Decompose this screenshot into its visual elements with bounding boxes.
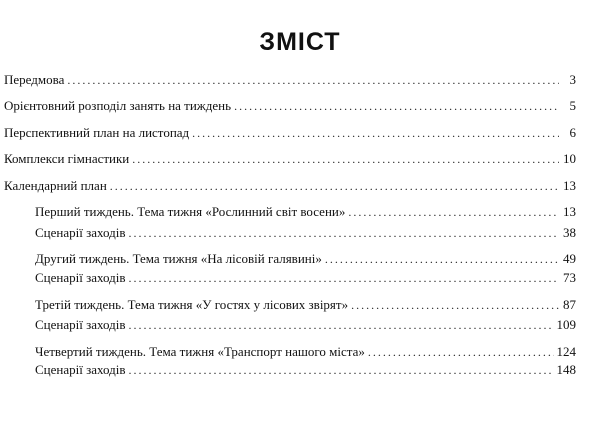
dot-leader xyxy=(110,177,559,195)
toc-entry-page: 38 xyxy=(563,225,576,240)
toc-entry-label: Орієнтовний розподіл занять на тиждень xyxy=(4,98,232,113)
toc-entry-week-3[interactable] xyxy=(35,296,576,314)
dot-leader xyxy=(132,150,559,168)
toc-entry-page: 109 xyxy=(556,317,576,332)
dot-leader xyxy=(234,97,559,115)
dot-leader xyxy=(129,269,560,287)
toc-entry-week-3-scenarios[interactable] xyxy=(35,316,576,334)
dot-leader xyxy=(67,71,559,89)
toc-entry-label: Передмова xyxy=(4,72,65,87)
toc-entry-page: 148 xyxy=(556,362,576,377)
toc-entry-page: 3 xyxy=(569,72,576,87)
toc-entry-page: 10 xyxy=(563,151,576,166)
toc-entry-label: Сценарії заходів xyxy=(35,362,126,377)
toc-entry-week-2-scenarios[interactable] xyxy=(35,269,576,287)
toc-entry-week-1[interactable] xyxy=(35,203,576,221)
toc-entry-label: Календарний план xyxy=(4,178,107,193)
toc-entry-page: 13 xyxy=(563,178,576,193)
dot-leader xyxy=(325,250,559,268)
toc-entry-week-1-scenarios[interactable] xyxy=(35,224,576,242)
dot-leader xyxy=(348,203,559,221)
toc-entry-label: Сценарії заходів xyxy=(35,317,126,332)
dot-leader xyxy=(192,124,559,142)
toc-entry-label: Перспективний план на листопад xyxy=(4,125,190,140)
toc-entry-label: Сценарії заходів xyxy=(35,225,126,240)
dot-leader xyxy=(351,296,559,314)
toc-entry-label: Комплекси гімнастики xyxy=(4,151,130,166)
page-title: ЗМІСТ xyxy=(259,28,341,56)
toc-entry-november-plan[interactable] xyxy=(4,124,576,142)
toc-entry-page: 5 xyxy=(569,98,576,113)
toc-entry-label: Третій тиждень. Тема тижня «У гостях у лісових звірят» xyxy=(35,297,349,312)
toc-entry-weekly-schedule[interactable] xyxy=(4,97,576,115)
toc-entry-label: Сценарії заходів xyxy=(35,270,126,285)
dot-leader xyxy=(129,361,554,379)
toc-entry-page: 6 xyxy=(569,125,576,140)
dot-leader xyxy=(368,343,554,361)
dot-leader xyxy=(129,316,554,334)
dot-leader xyxy=(129,224,560,242)
toc-entry-week-2[interactable] xyxy=(35,250,576,268)
toc-entry-gymnastics[interactable] xyxy=(4,150,576,168)
toc-entry-label: Перший тиждень. Тема тижня «Рослинний світ восени» xyxy=(35,204,346,219)
toc-entry-page: 49 xyxy=(563,251,576,266)
toc-entry-label: Другий тиждень. Тема тижня «На лісовій галявині» xyxy=(35,251,322,266)
toc-entry-calendar-plan[interactable] xyxy=(4,177,576,195)
toc-entry-preface[interactable] xyxy=(4,71,576,89)
toc-entry-label: Четвертий тиждень. Тема тижня «Транспорт нашого міста» xyxy=(35,344,365,359)
toc-entry-page: 87 xyxy=(563,297,576,312)
toc-entry-page: 73 xyxy=(563,270,576,285)
toc-entry-page: 124 xyxy=(556,344,576,359)
toc-entry-week-4[interactable] xyxy=(35,343,576,361)
toc-entry-week-4-scenarios[interactable] xyxy=(35,361,576,379)
toc-entry-page: 13 xyxy=(563,204,576,219)
